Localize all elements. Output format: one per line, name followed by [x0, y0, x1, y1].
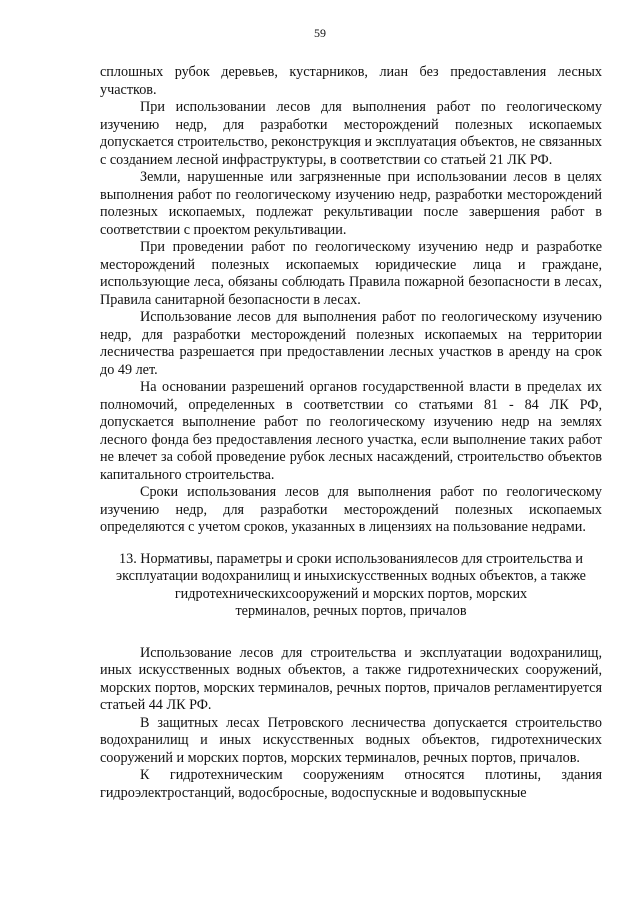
paragraph: Использование лесов для строительства и эксплуатации водохранилищ, иных искусственных водных объектов, а также гидротехнических сооружений, морских портов, морских терминалов, речных портов, причалов регламентируется статьей 44 ЛК РФ.	[100, 644, 602, 713]
paragraph: К гидротехническим сооружениям относятся плотины, здания гидроэлектростанций, водосбросные, водоспускные и водовыпускные	[100, 767, 602, 801]
paragraph: Использование лесов для выполнения работ по геологическому изучению недр, для разработки месторождений полезных ископаемых на территории лесничества разрешается при предоставлении лесных участков в аренду на срок до 49 лет.	[100, 309, 602, 378]
section-heading-line: гидротехническихсооружений и морских портов, морских	[174, 585, 528, 602]
paragraph: При использовании лесов для выполнения работ по геологическому изучению недр, для разработки месторождений полезных ископаемых допускается строительство, реконструкция и эксплуатация объектов, не связанных с созданием лесной инфраструктуры, в соответствии со статьей 21 ЛК РФ.	[100, 99, 602, 168]
section-heading-line: эксплуатации водохранилищ и иныхискусственных водных объектов, а также	[116, 568, 586, 584]
page-number: 59	[314, 26, 326, 40]
section-heading-line: 13. Нормативы, параметры и сроки использованиялесов для строительства и	[119, 550, 583, 567]
paragraph: В защитных лесах Петровского лесничества допускается строительство водохранилищ и иных искусственных водных объектов, гидротехнических сооружений и морских портов, морских терминалов, речных портов, причалов.	[100, 714, 602, 766]
paragraph: На основании разрешений органов государственной власти в пределах их полномочий, определенных в соответствии со статьями 81 - 84 ЛК РФ, допускается выполнение работ по геологическому изучению недр на землях лесного фонда без предоставления лесного участка, если выполнение таких работ не влечет за собой проведение рубок лесных насаждений, строительство объектов капитального строительства.	[100, 379, 602, 483]
spacer	[100, 621, 602, 645]
paragraph: сплошных рубок деревьев, кустарников, лиан без предоставления лесных участков.	[100, 64, 602, 98]
paragraph: При проведении работ по геологическому изучению недр и разработке месторождений полезных ископаемых юридические лица и граждане, использующие леса, обязаны соблюдать Правила пожарной безопасности в лесах, Правила санитарной безопасности в лесах.	[100, 239, 602, 308]
section-heading-line: терминалов, речных портов, причалов	[235, 603, 467, 619]
paragraph: Земли, нарушенные или загрязненные при использовании лесов в целях выполнения работ по геологическому изучению недр, разработки месторождений полезных ископаемых, подлежат рекультивации после завершения работ в соответствии с проектом рекультивации.	[100, 169, 602, 238]
section-heading	[100, 551, 602, 621]
paragraph: Сроки использования лесов для выполнения работ по геологическому изучению недр, для разработки месторождений полезных ископаемых определяются с учетом сроков, указанных в лицензиях на пользование недрами.	[100, 484, 602, 535]
document-body	[100, 64, 602, 802]
